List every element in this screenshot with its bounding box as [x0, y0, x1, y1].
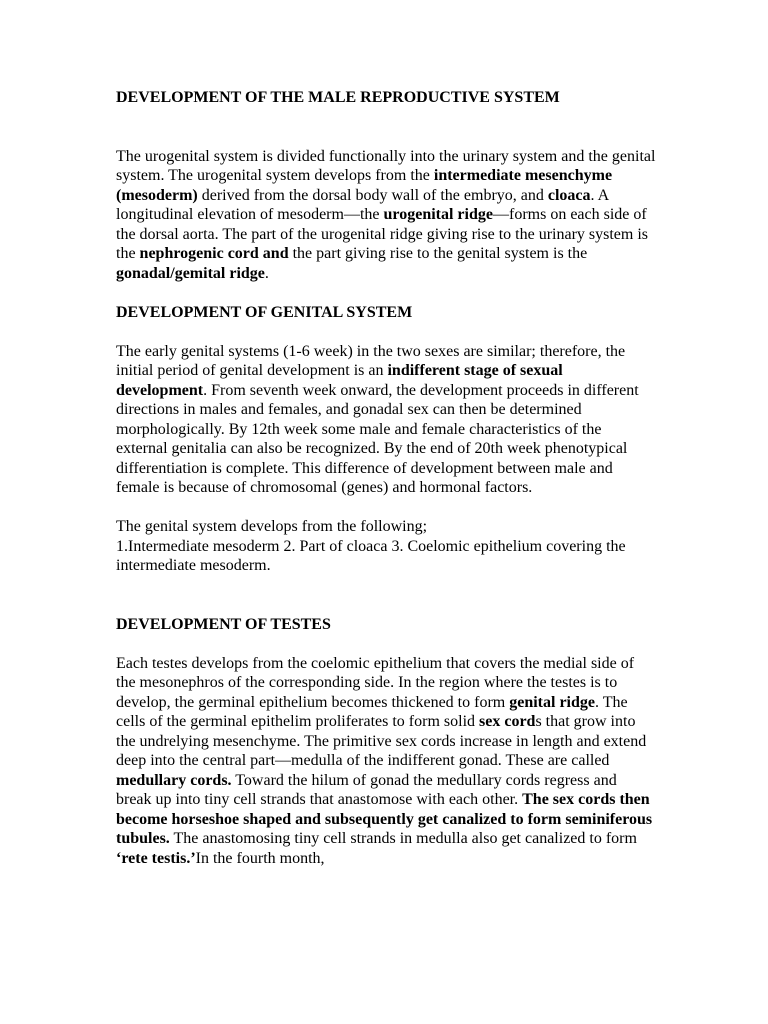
text-run: . From seventh week onward, the development proceeds in different directions in males and females, and gonadal sex can then be determined morphologically. By 12th week some male and female characteristics of the external genitalia can also be recognized. By the end of 20th week phenotypical differentiation is complete. This difference of development between male and female is because of chromosomal (genes) and hormonal factors.: [116, 381, 639, 496]
testes-heading: DEVELOPMENT OF TESTES: [116, 615, 331, 633]
text-run: In the fourth month,: [195, 849, 325, 867]
bold-term: genital ridge: [509, 693, 595, 711]
document-title: DEVELOPMENT OF THE MALE REPRODUCTIVE SYSTEM: [116, 89, 560, 106]
text-run: the part giving rise to the genital system is the: [288, 245, 588, 262]
text-run: The urogenital system is divided functionally into the urinary system and the genital system. The urogenital system develops from the: [116, 147, 656, 184]
text-run: .: [264, 264, 269, 282]
genital-system-heading: DEVELOPMENT OF GENITAL SYSTEM: [116, 303, 413, 321]
text-run: —forms on each side of the dorsal aorta. The part of the urogenital ridge giving rise to the urinary system is the: [116, 206, 649, 262]
text-run: derived from the dorsal body wall of the embryo, and: [197, 186, 548, 204]
bold-term: nephrogenic cord and: [139, 245, 289, 262]
genital-system-paragraph: [116, 342, 656, 498]
genital-sources-paragraph: [116, 517, 656, 576]
bold-term: ‘rete testis.’: [116, 849, 196, 867]
text-run: Toward the hilum of gonad the medullary cords regress and break up into tiny cell strands that anastomose with each other.: [116, 771, 617, 808]
bold-term: indifferent stage of sexual development: [116, 362, 563, 399]
text-run: s that grow into the undrelying mesenchyme. The primitive sex cords increase in length and extend deep into the central part—medulla of the indifferent gonad. These are called: [116, 713, 647, 769]
genital-sources-intro: The genital system develops from the following;: [116, 518, 428, 535]
testes-paragraph: [116, 654, 656, 869]
genital-sources-list: 1.Intermediate mesoderm 2. Part of cloaca 3. Coelomic epithelium covering the intermediate mesoderm.: [116, 537, 626, 574]
bold-term: sex cord: [479, 713, 536, 730]
text-run: . The cells of the germinal epithelim proliferates to form solid: [116, 693, 628, 730]
text-run: . A longitudinal elevation of mesoderm—the: [116, 186, 609, 223]
bold-term: gonadal/gemital ridge: [116, 264, 265, 282]
bold-term: intermediate mesenchyme (mesoderm): [116, 167, 613, 204]
bold-term: urogenital ridge: [383, 206, 493, 223]
bold-term: medullary cords.: [116, 771, 232, 789]
intro-paragraph: [116, 147, 656, 284]
text-run: The anastomosing tiny cell strands in medulla also get canalized to form: [169, 830, 637, 847]
text-run: The early genital systems (1-6 week) in the two sexes are similar; therefore, the initial period of genital development is an: [116, 342, 626, 379]
text-run: Each testes develops from the coelomic epithelium that covers the medial side of the mesonephros of the corresponding side. In the region where the testes is to develop, the germinal epithelium becomes thickened to form: [116, 654, 635, 711]
bold-term: cloaca: [547, 186, 591, 204]
bold-term: The sex cords then become horseshoe shaped and subsequently get canalized to form seminiferous tubules.: [116, 791, 653, 847]
